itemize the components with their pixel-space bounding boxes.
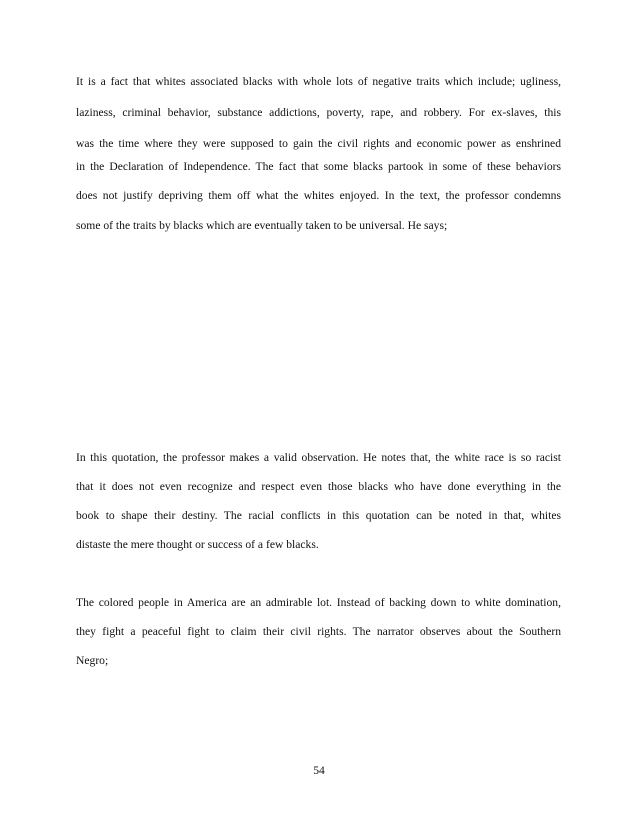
- paragraph-2-line: book to shape their destiny. The racial conflicts in this quotation can be noted in that, whites: [76, 509, 561, 522]
- paragraph-1-line: does not justify depriving them off what the whites enjoyed. In the text, the professor condemns: [76, 189, 561, 202]
- paragraph-3-line: Negro;: [76, 654, 109, 667]
- paragraph-1-line: was the time where they were supposed to gain the civil rights and economic power as enshrined: [76, 137, 561, 150]
- paragraph-1-line: laziness, criminal behavior, substance addictions, poverty, rape, and robbery. For ex-slaves, this: [76, 106, 561, 119]
- paragraph-3-line: The colored people in America are an admirable lot. Instead of backing down to white domination,: [76, 596, 561, 609]
- paragraph-3-line: they fight a peaceful fight to claim their civil rights. The narrator observes about the Southern: [76, 625, 561, 638]
- paragraph-2-line: that it does not even recognize and respect even those blacks who have done everything in the: [76, 480, 561, 493]
- paragraph-2-line: distaste the mere thought or success of a few blacks.: [76, 538, 319, 551]
- paragraph-1-line: in the Declaration of Independence. The fact that some blacks partook in some of these behaviors: [76, 160, 561, 173]
- paragraph-1-line: It is a fact that whites associated blacks with whole lots of negative traits which include; ugliness,: [76, 75, 561, 88]
- page-number: 54: [313, 764, 325, 777]
- paragraph-1-line: some of the traits by blacks which are eventually taken to be universal. He says;: [76, 219, 448, 232]
- paragraph-2-line: In this quotation, the professor makes a valid observation. He notes that, the white race is so racist: [76, 451, 561, 464]
